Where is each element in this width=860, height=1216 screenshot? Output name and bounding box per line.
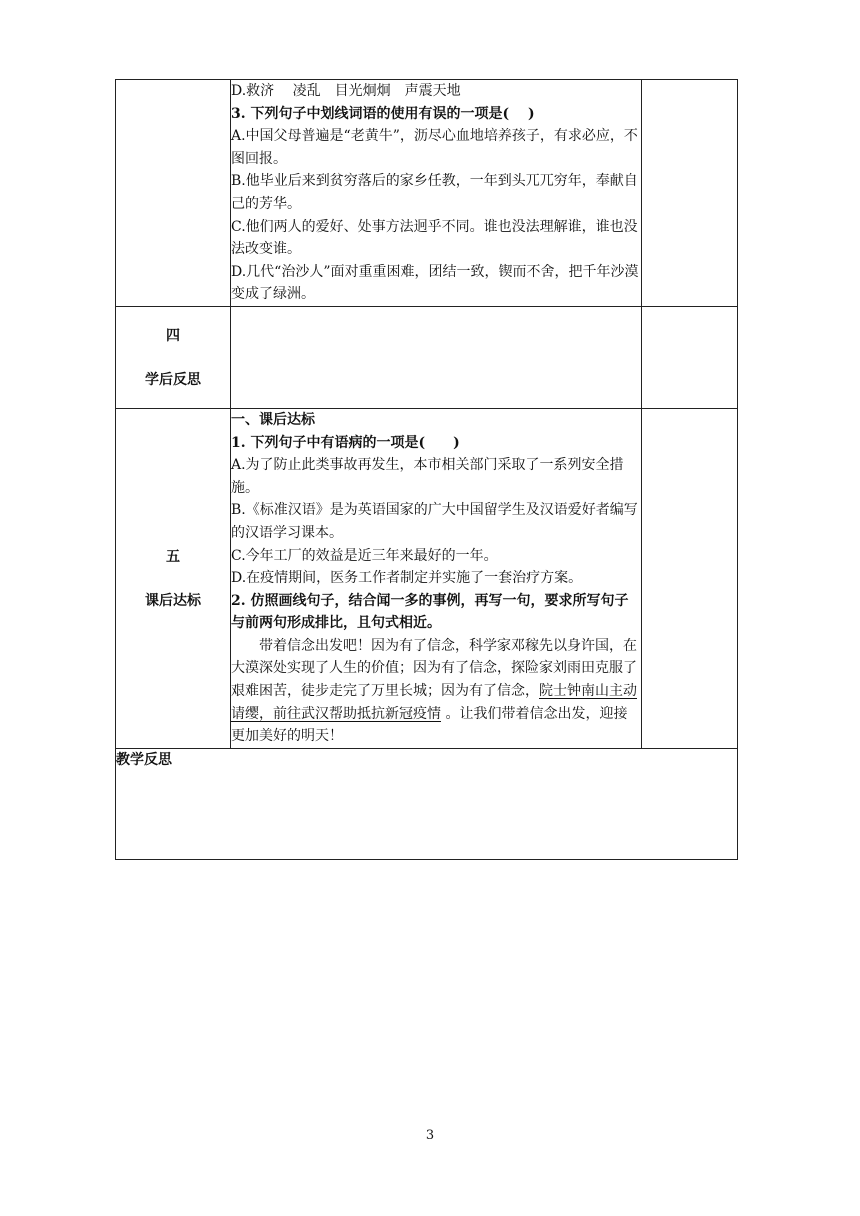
section-number: 四 [166,328,180,345]
question-3-option-a: A.中国父母普遍是“老黄牛”，沥尽心血地培养孩子，有求必应，不图回报。 [231,128,638,167]
page-number: 3 [425,1128,435,1143]
question-1-option-a: A.为了防止此类事故再发生，本市相关部门采取了一系列安全措施。 [231,457,624,496]
question-1-option-b: B.《标准汉语》是为英语国家的广大中国留学生及汉语爱好者编写的汉语学习课本。 [231,502,638,541]
passage-answer: 院士钟南山主动请缨，前往武汉帮助抵抗新冠疫情 [231,683,637,722]
section-five-label [116,408,231,748]
question-3-option-c: C.他们两人的爱好、处事方法迥乎不同。谁也没法理解谁，谁也没法改变谁。 [231,218,638,258]
label-cell-empty [116,80,231,307]
section-number: 五 [166,549,180,566]
notes-cell [642,80,738,307]
teaching-reflection-label: 教学反思 [116,751,172,768]
option-d-words: D.救济 凌乱 目光炯炯 声震天地 [231,83,461,99]
section-four-label [116,306,231,408]
question-3-option-b: B.他毕业后来到贫穷落后的家乡任教，一年到头兀兀穷年，奉献自己的芳华。 [231,173,638,212]
question-3: 3. 下列句子中划线词语的使用有误的一项是( ) [231,105,535,122]
question-3-option-d: D.几代“治沙人”面对重重困难，团结一致，锲而不舍，把千年沙漠变成了绿洲。 [231,263,639,303]
question-1: 1. 下列句子中有语病的一项是( ) [231,434,460,451]
notes-cell [642,408,738,748]
section-title: 学后反思 [145,372,201,389]
notes-cell [642,306,738,408]
exercise-cell [231,80,642,307]
reflection-content-cell [231,306,642,408]
table-row-teaching-reflection [116,748,738,859]
passage-start: 带着信念出发吧！因为有了信念，科学家邓稼先以身许国，在大漠深处实现了人生的价值；因为有了信念，探险家刘雨田克服了艰难困苦，徒步走完了万里长城；因为有了信念， [231,637,637,700]
question-1-option-c: C.今年工厂的效益是近三年来最好的一年。 [231,547,498,564]
passage-end: 。让我们带着信念出发，迎接更加美好的明天！ [231,705,628,745]
passage [231,635,641,748]
teaching-reflection-cell [116,748,738,859]
table-row-reflection [116,306,738,408]
after-class-exercise-cell [231,408,642,748]
table-row-after-class [116,408,738,748]
question-1-option-d: D.在疫情期间，医务工作者制定并实施了一套治疗方案。 [231,570,583,587]
table-row-continued [116,80,738,307]
lesson-plan-table [115,79,738,860]
section-title: 课后达标 [145,593,201,610]
exercise-heading: 一、课后达标 [231,411,315,428]
question-2: 2. 仿照画线句子，结合闻一多的事例，再写一句，要求所写句子与前两句形成排比，且句式相近。 [231,592,629,632]
